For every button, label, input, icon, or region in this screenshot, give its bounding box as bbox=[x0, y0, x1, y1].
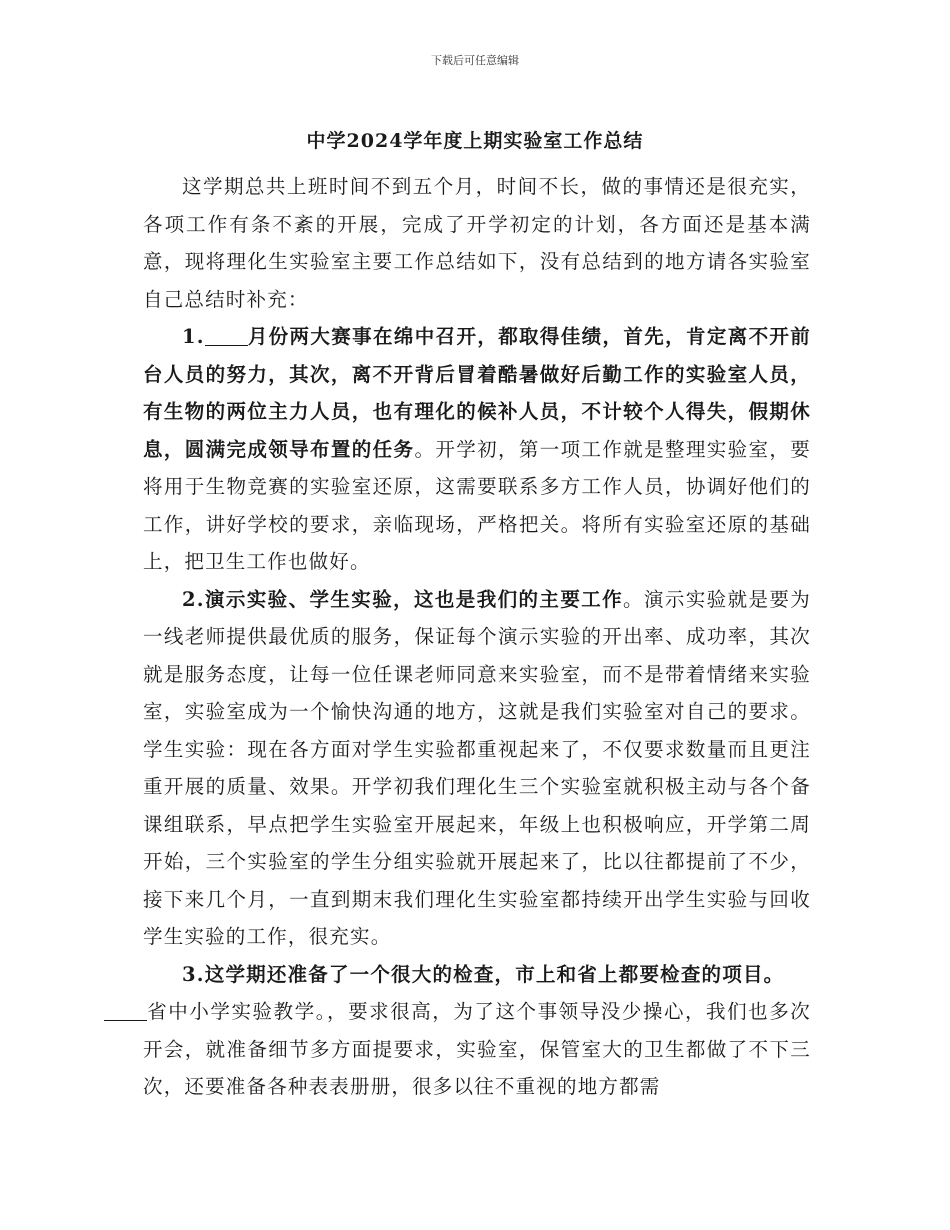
document-body bbox=[143, 168, 811, 1106]
fill-blank bbox=[205, 326, 248, 347]
paragraph-1-bold: 月份两大赛事在绵中召开，都取得佳绩，首先，肯定离不开前台人员的努力，其次，离不开背后冒着酷暑做好后勤工作的实验室人员，有生物的两位主力人员，也有理化的候补人员，不计较个人得失，假期休息，圆满完成领导布置的任务 bbox=[143, 325, 811, 461]
fill-blank bbox=[104, 1001, 147, 1022]
paragraph-intro: 这学期总共上班时间不到五个月，时间不长，做的事情还是很充实，各项工作有条不紊的开展，完成了开学初定的计划，各方面还是基本满意，现将理化生实验室主要工作总结如下，没有总结到的地方请各实验室自己总结时补充： bbox=[143, 175, 811, 311]
paragraph-2-text: 。演示实验就是要为一线老师提供最优质的服务，保证每个演示实验的开出率、成功率，其次就是服务态度，让每一位任课老师同意来实验室，而不是带着情绪来实验室，实验室成为一个愉快沟通的地方，这就是我们实验室对自己的要求。学生实验：现在各方面对学生实验都重视起来了，不仅要求数量而且更注重开展的质量、效果。开学初我们理化生三个实验室就积极主动与各个备课组联系，早点把学生实验室开展起来，年级上也积极响应，开学第二周开始，三个实验室的学生分组实验就开展起来了，比以往都提前了不少，接下来几个月，一直到期末我们理化生实验室都持续开出学生实验与回收学生实验的工作，很充实。 bbox=[143, 587, 811, 948]
paragraph-2-bold: 2.演示实验、学生实验，这也是我们的主要工作 bbox=[182, 587, 624, 611]
paragraph-1 bbox=[143, 318, 811, 581]
paragraph-3 bbox=[143, 956, 811, 1106]
paragraph-1-number: 1. bbox=[182, 325, 205, 348]
header-note: 下载后可任意编辑 bbox=[431, 54, 519, 67]
document-title: 中学2024学年度上期实验室工作总结 bbox=[306, 130, 644, 152]
paragraph-1-text: 。开学初，第一项工作就是整理实验室，要将用于生物竞赛的实验室还原，这需要联系多方工作人员，协调好他们的工作，讲好学校的要求，亲临现场，严格把关。将所有实验室还原的基础上，把卫生工作也做好。 bbox=[143, 437, 811, 573]
paragraph-3-bold: 3.这学期还准备了一个很大的检查，市上和省上都要检查的项目。 bbox=[182, 962, 785, 986]
paragraph-2 bbox=[143, 581, 811, 956]
paragraph-3-text: 省中小学实验教学。，要求很高，为了这个事领导没少操心，我们也多次开会，就准备细节多方面提要求，实验室，保管室大的卫生都做了不下三次，还要准备各种表表册册，很多以往不重视的地方都需 bbox=[143, 1000, 811, 1098]
